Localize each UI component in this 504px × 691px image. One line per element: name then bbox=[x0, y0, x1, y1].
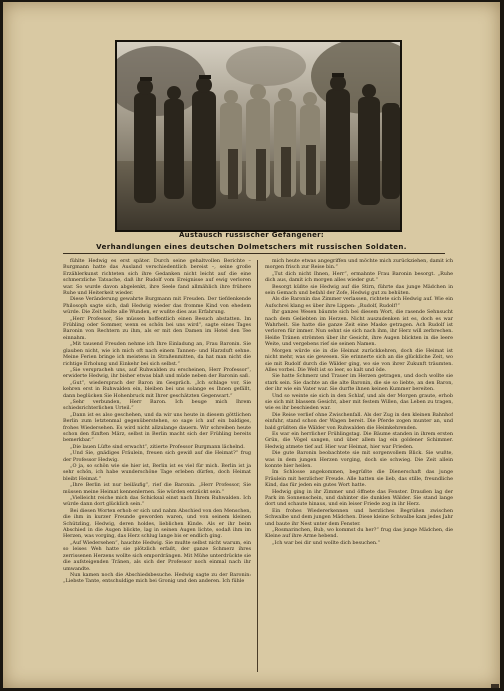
paragraph: „Herr Professor, Sie müssen hoffentlich einen Besuch abstatten. Im Frühling oder Sommer, wenn es schön bei uns wird“, sagte eines Tages Baronin von Rechtern zu ihm, als er mit den Damen im Hotel den Tee einnahm. bbox=[63, 315, 251, 341]
paragraph: „Die lauen Lüfte sind erwacht“, zitierte Professor Burgmann lächelnd. bbox=[70, 443, 245, 450]
paragraph: Sie hatte Schmerz und Trauer im Herzen getragen, und doch wollte sie stark sein. Sie dachte an die alte Baronin, die sie so liebte, an den Baron, der ihr wie ein Vater war. Sie durfte ihnen keinen Kummer bereiten. bbox=[265, 373, 453, 393]
paragraph: „Ihre Berlin ist nur beiläufig“, rief die Baronin. „Herr Professor, Sie müssen meine Heimat kennenlernen. Sie würden entzückt sein.“ bbox=[63, 482, 251, 495]
paragraph: Und so weinte sie sich in den Schlaf, und als der Morgen graute, erhob sie sich mit blassem Gesicht, aber mit festem Willen, das Leben zu tragen, wie es ihr beschieden war. bbox=[265, 392, 453, 412]
paragraph: Ein frohes Wiedererkennen und herzliches Begrüßen zwischen Schwalbe und dem jungen Mädchen. Diese kleine Schwalbe kam jedes Jahr und baute ihr Nest unter dem Fenster. bbox=[265, 507, 453, 527]
paragraph: „O ja, so schön wie sie hier ist, Berlin ist es viel für mich. Berlin ist ja sehr schön, ich habe wunderschöne Tage erleben dürfen, doch Heimat bleibt Heimat.“ bbox=[63, 463, 251, 482]
paragraph: „Sehr verbunden, Herr Baron. Ich beuge mich Ihrem schiedsrichterlichen Urteil.“ bbox=[63, 398, 251, 412]
paragraph: Nun kamen noch die Abschiedsbesuche. Hedwig sagte zu der Baronin: „Liebste Tante, entschuldige mich bei Gronig und den anderen. Ich fühle bbox=[63, 571, 251, 585]
paragraph: Es war ein herrlicher Frühlingstag. Die Bäume standen in ihrem ersten Grün, die Vögel sangen, und über allem lag ein goldener Schimmer. Hedwig atmete tief auf. Hier war Heimat, hier war Frieden. bbox=[265, 430, 453, 450]
caption-subtitle: Verhandlungen eines deutschen Dolmetschers mit russischen Soldaten. bbox=[96, 243, 407, 251]
caption-rule bbox=[63, 253, 445, 254]
paragraph: Die gute Baronin beobachtete sie mit sorgenvollem Blick. Sie wußte, was in dem jungen Herzen vorging, doch sie schwieg. Die Zeit allein konnte hier heilen. bbox=[265, 450, 453, 469]
paragraph: „Sie verspracheh uns, auf Ruhwalden zu erscheinen, Herr Professor“, erwiderte Hedwig, ihr bisher etwas blaß und müde neben der Baronin saß. bbox=[63, 366, 251, 380]
paragraph: „Auf Wiedersehen“, hauchte Hedwig. Sie mußte selbst nicht warum, ein so leises Weh hatte sie plötzlich erfaßt, der ganze Schmerz ihres zerrissenen Herzens wollte sich empordrängen. Mit Mühe unterdrückte sie die aufsteigenden Tränen, als sich der Professor noch einmal nach ihr umwandte. bbox=[63, 539, 251, 572]
article-column-right bbox=[265, 258, 453, 676]
newspaper-page bbox=[3, 2, 500, 688]
paragraph: Diese Veränderung gewahrte Burgmann mit Freuden. Der tiefdenkende Philosoph sagte sich, daß Hedwig wieder das fromme Kind von ehedem würde. Die Zeit heilte alle Wunden, er wußte dies aus Erfahrung. bbox=[63, 296, 251, 316]
paragraph: Als die Baronin das Zimmer verlassen, richtete sich Hedwig auf. Wie ein Aufschrei klang es über ihre Lippen: „Rudolf, Rudolf!“ bbox=[265, 296, 453, 309]
article-column-left bbox=[63, 258, 251, 676]
photo-illustration bbox=[116, 41, 401, 231]
paragraph: „Mit tausend Freuden nehme ich Ihre Einladung an, Frau Baronin. Sie glauben nicht, wie ich mich oft nach einem Tannen- und Harzduft sehne. Meine Ferien bringe ich meistens in Straßenmitten, da hat man nicht die richtige Erholung und Einkehr bei sich selbst.“ bbox=[63, 341, 251, 367]
paragraph: „Gut“, wiedersprach der Baron im Gespräch. „Ich schlage vor, Sie kehren erst in Ruhwalden ein, bleiben bei uns solange es Ihnen gefällt, dann beglücken Sie Hohenbruck mit Ihrer geschätzten Gegenwart.“ bbox=[63, 379, 251, 399]
paragraph: „Tut dich nicht Ihnen, Herr“, ermahnte Frau Baronin besorgt. „Ruhe dich aus, damit ich morgen alles wieder gut.“ bbox=[265, 270, 453, 284]
paragraph: Bei diesen Worten erhob er sich und nahm Abschied von den Menschen, die ihm in kurzer Freunde geworden waren, und von seinem kleinen Schützling, Hedwig, deren holdes, lieblichen Kinde. Als er ihr beim Abschied in die Augen blickte, lag in seinen Augen lichte, sodaß ihm im Herzen, was vorging, das Herz schlug lange bis er endlich ging. bbox=[63, 507, 251, 540]
paragraph: „Dann ist es also geschehen, und da wir uns heute in diesem göttlichen Berlin zum letztenmal gegenüberstehen, so sage ich auf ein baldiges, frohes Wiedersehen. Es wird nicht allzulange dauern. Wir schreiben heute schon den fünften März, selbst in Berlin macht sich der Frühling bereits bemerkbar.“ bbox=[63, 411, 251, 444]
corner-mark bbox=[491, 684, 499, 688]
paragraph: Morgen würde sie in die Heimat zurückkehren, doch die Heimat ist nicht mehr, was sie gewesen. Sie erinnerte sich an die glückliche Zeit, wo sie mit Rudolf durch die Wälder ging, wo sie von ihrer Zukunft träumten. Alles vorbei. Die Welt ist so leer, so kalt und öde. bbox=[265, 347, 453, 373]
paragraph: Hedwig ging in ihr Zimmer und öffnete das Fenster. Draußen lag der Park im Sonnenschein, und dahinter die dunklen Wälder. Sie stand lange dort und schaute hinaus, und ein leiser Friede zog in ihr Herz. bbox=[265, 488, 453, 508]
paragraph: „Vielleicht reiche mich das Schicksal einst nach Ihrem Ruhwalden. Ich würde dann dort glücklich sein.“ bbox=[63, 495, 251, 508]
paragraph: mich heute etwas angegriffen und möchte mich zurückziehen, damit ich morgen frisch zur Reise bin.“ bbox=[265, 258, 453, 271]
photograph-prisoner-exchange bbox=[115, 40, 402, 232]
paragraph: Besorgt küßte sie Hedwig auf die Stirn, führte das junge Mädchen in sein Gemach und befahl der Zofe, Hedwig gut zu behüten. bbox=[265, 283, 453, 297]
paragraph: Ihr ganzes Wesen bäumte sich bei diesem Wort, die rasende Sehnsucht nach dem Geliebten im Herzen. Nicht auszudenken ist es, doch es war Wahrheit. Sie hatte die ganze Zeit eine Maske getragen. Ach Rudolf ist verloren für immer. Nun sehnt sie sich nach ihm, ihr Herz will zerbrechen. Heiße Tränen strömten über ihr Gesicht, ihre Augen blickten in die leere Weite, und vergebens rief sie seinen Namen. bbox=[265, 309, 453, 348]
paragraph: Im Schlosse angekommen, begrüßte die Dienerschaft das junge Fräulein mit herzlicher Freude. Alle hatten sie lieb, das stille, freundliche Kind, das für jeden ein gutes Wort hatte. bbox=[265, 469, 453, 489]
paragraph: fühlte Hedwig es erst später. Durch seine gehaltvollen Berichte – Burgmann hatte das Ausland verschiedentlich bereist –, seine große Erzählerkunst richteten sich ihre Gedanken nicht leicht auf die eine schmerzliche Tatsache, daß ihr Rudolf vom Ereignisse auf ewig verloren war. So wurde davon abgelenkt, ihre Seele fand allmählich ihre frühere Ruhe und Heiterkeit wieder. bbox=[63, 258, 251, 297]
paragraph: „Und Sie, gnädiges Fräulein, freuen sich gewiß auf die Heimat?“ frug der Professor Hedwig. bbox=[63, 450, 251, 463]
caption-title: Austausch russischer Gefangener: bbox=[178, 231, 325, 239]
paragraph: Die Reise verlief ohne Zwischenfall. Als der Zug in den kleinen Bahnhof einfuhr, stand schon der Wagen bereit. Die Pferde zogen munter an, und bald grüßten die Wälder von Ruhwalden die Heimkehrenden. bbox=[265, 411, 453, 431]
paragraph: „Rosmarinchen, Bub, wo kommst du her?“ frug das junge Mädchen, die Kleine auf ihre Arme hebend. bbox=[265, 527, 453, 540]
column-divider bbox=[257, 260, 258, 672]
paragraph: „Ich war bei dir und wollte dich besuchen.“ bbox=[272, 539, 381, 546]
